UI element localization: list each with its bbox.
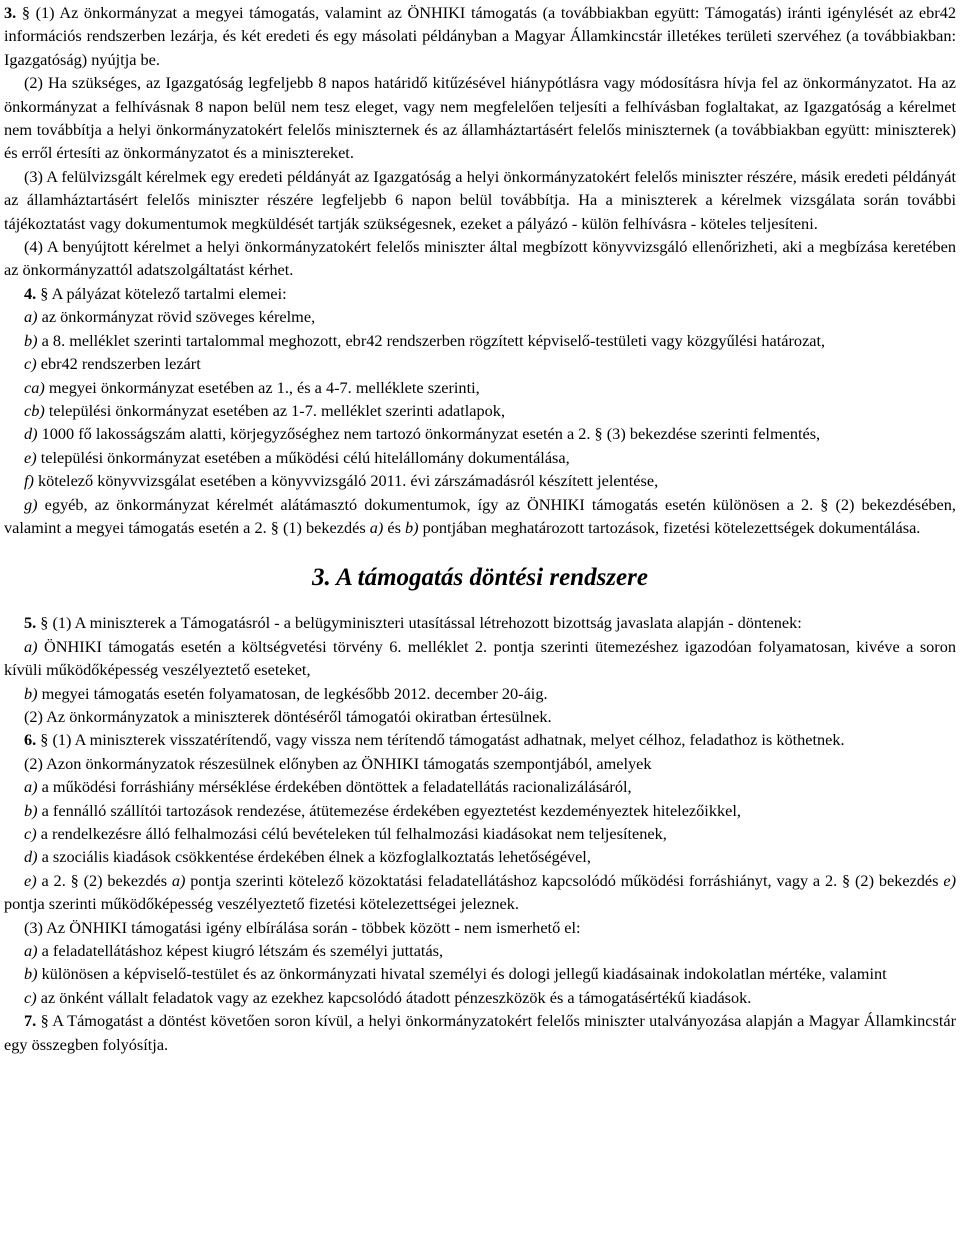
list-item-a: a) a feladatellátáshoz képest kiugró létszám és személyi juttatás, (24, 941, 444, 961)
paragraph-3-1: 3. § (1) Az önkormányzat a megyei támogatás, valamint az ÖNHIKI támogatás (a továbbiakban együtt: Támogatás) iránti igénylését az ebr42 információs rendszerben lezárja, és két eredeti és egy másolati példányban a Magyar Államkincstár illetékes területi szervéhez (a továbbiakban: Igazgatóság) nyújtja be. (4, 3, 956, 69)
list-item-e: e) a 2. § (2) bekezdés a) pontja szerinti kötelező közoktatási feladatellátáshoz kapcsolódó működési forráshiányt, vagy a 2. § (2) bekezdés e) pontja szerinti működőképesség veszélyeztető fizetési kötelezettségei jeleznek. (4, 870, 956, 914)
list-item-b: b) különösen a képviselő-testület és az önkormányzati hivatal személyi és dologi jellegű kiadásainak indokolatlan mértéke, valamint (24, 964, 887, 984)
paragraph-7: 7. § A Támogatást a döntést követően soron kívül, a helyi önkormányzatokért felelős miniszter utalványozása alapján a Magyar Államkincstár egy összegben folyósítja. (4, 1011, 956, 1054)
list-item-b: b) a 8. melléklet szerinti tartalommal meghozott, ebr42 rendszerben rögzített képviselő-testületi vagy közgyűlési határozat, (24, 330, 826, 350)
paragraph-4: 4. § A pályázat kötelező tartalmi elemei: (24, 283, 287, 303)
paragraph-3-3: (3) A felülvizsgált kérelmek egy eredeti példányát az Igazgatóság a helyi önkormányzatokért felelős miniszter részére, másik eredeti példányát az államháztartásért felelős miniszter részére legfeljebb 6 napon belül továbbítja. Ha a miniszterek a kérelmek vizsgálata során további tájékoztatást vagy dokumentumok megküldését tartják szükségesnek, ezeket a pályázó - külön felhívásra - köteles teljesíteni. (4, 166, 956, 233)
list-item-cb: cb) települési önkormányzat esetében az 1-7. melléklet szerinti adatlapok, (24, 400, 506, 420)
section-number: 3. (4, 3, 17, 22)
list-item-c: c) ebr42 rendszerben lezárt (24, 354, 201, 374)
list-item-c: c) az önként vállalt feladatok vagy az ezekhez kapcsolódó átadott pénzeszközök és a támogatásértékű kiadások. (24, 987, 752, 1007)
paragraph-5-1: 5. § (1) A miniszterek a Támogatásról - a belügyminiszteri utasítással létrehozott bizottság javaslata alapján - döntenek: (24, 613, 802, 633)
list-item-b: b) a fennálló szállítói tartozások rendezése, átütemezése érdekében egyeztetést kezdeményeztek hitelezőikkel, (24, 800, 741, 820)
section-number: 7. (24, 1011, 37, 1031)
paragraph-5-2: (2) Az önkormányzatok a miniszterek döntéséről támogatói okiratban értesülnek. (24, 706, 552, 726)
chapter-heading: 3. A támogatás döntési rendszere (312, 564, 648, 592)
section-number: 6. (24, 730, 37, 750)
list-item-a: a) ÖNHIKI támogatás esetén a költségvetési törvény 6. melléklet 2. pontja szerinti ütemezéshez igazodóan folyamatosan, kivéve a soron kívüli működőképesség veszélyeztető eseteket, (4, 636, 956, 680)
paragraph-3-4: (4) A benyújtott kérelmet a helyi önkormányzatokért felelős miniszter által megbízott könyvvizsgáló ellenőrizheti, aki a megbízása keretében az önkormányzattól adatszolgáltatást kérhet. (4, 237, 956, 280)
list-item-d: d) 1000 fő lakosságszám alatti, körjegyzőséghez nem tartozó önkormányzat esetén a 2. § (3) bekezdése szerinti felmentés, (24, 424, 821, 444)
list-item-a: a) a működési forráshiány mérséklése érdekében döntöttek a feladatellátás racionalizálásáról, (24, 777, 632, 797)
paragraph-6-2: (2) Azon önkormányzatok részesülnek előnyben az ÖNHIKI támogatás szempontjából, amelyek (24, 753, 652, 773)
list-item-ca: ca) megyei önkormányzat esetében az 1., és a 4-7. melléklete szerinti, (24, 377, 480, 397)
list-item-b: b) megyei támogatás esetén folyamatosan, de legkésőbb 2012. december 20-áig. (24, 683, 548, 703)
list-item-f: f) kötelező könyvvizsgálat esetében a könyvvizsgáló 2011. évi zárszámadásról készített jelentése, (24, 471, 659, 491)
section-number: 5. (24, 613, 37, 633)
list-item-e: e) települési önkormányzat esetében a működési célú hitelállomány dokumentálása, (24, 447, 570, 467)
paragraph-3-2: (2) Ha szükséges, az Igazgatóság legfeljebb 8 napos határidő kitűzésével hiánypótlásra vagy módosításra hívja fel az önkormányzatot. Ha az önkormányzat a felhívásnak 8 napon belül nem tesz eleget, vagy nem megfelelően teljesíti a felhívásban foglaltakat, az Igazgatóság a kérelmet nem továbbítja a helyi önkormányzatokért felelős miniszternek és az államháztartásért felelős miniszternek (a továbbiakban együtt: miniszterek) és erről értesíti az önkormányzatot és a minisztereket. (4, 73, 956, 163)
list-item-g: g) egyéb, az önkormányzat kérelmét alátámasztó dokumentumok, így az ÖNHIKI támogatás esetén különösen a 2. § (2) bekezdésében, valamint a megyei támogatás esetén a 2. § (1) bekezdés a) és b) pontjában meghatározott tartozások, fizetési kötelezettségek dokumentálása. (4, 494, 956, 537)
paragraph-6-3: (3) Az ÖNHIKI támogatási igény elbírálása során - többek között - nem ismerhető el: (24, 917, 581, 937)
section-number: 4. (24, 283, 37, 303)
paragraph-6-1: 6. § (1) A miniszterek visszatérítendő, vagy vissza nem térítendő támogatást adhatnak, melyet célhoz, feladathoz is köthetnek. (24, 730, 845, 750)
list-item-a: a) az önkormányzat rövid szöveges kérelme, (24, 307, 316, 327)
list-item-c: c) a rendelkezésre álló felhalmozási célú bevételeken túl felhalmozási kiadásokat nem teljesítenek, (24, 824, 667, 843)
list-item-d: d) a szociális kiadások csökkentése érdekében élnek a közfoglalkoztatás lehetőségével, (24, 847, 591, 867)
